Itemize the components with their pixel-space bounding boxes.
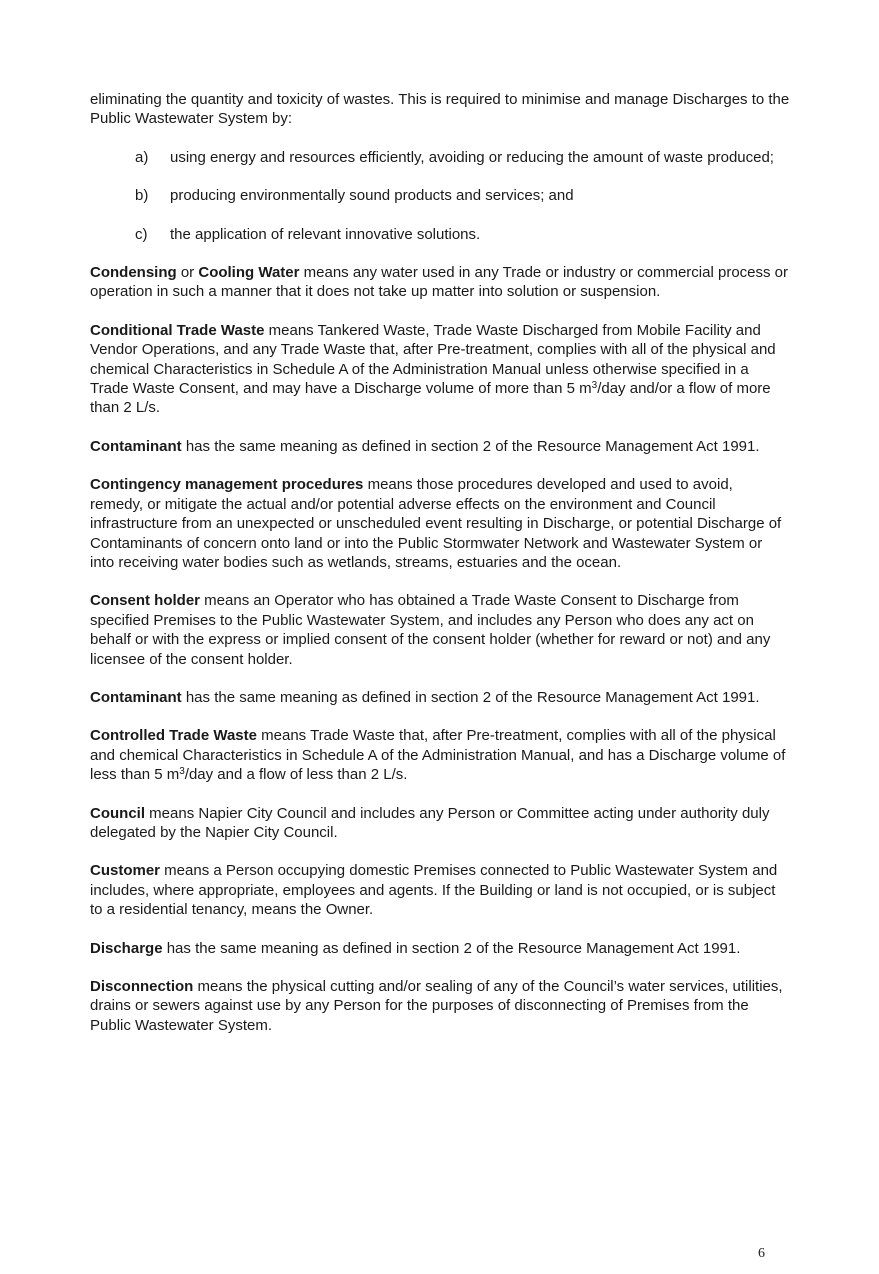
definition-term: Controlled Trade Waste <box>90 727 257 745</box>
definition-contaminant <box>90 437 790 456</box>
list-text: the application of relevant innovative solutions. <box>170 225 481 243</box>
list-text: producing environmentally sound products and services; and <box>170 187 574 205</box>
definition-term: Contingency management procedures <box>90 476 364 494</box>
definition-body: means any water used in any Trade or industry or commercial process or operation in such a manner that it does not take up matter into solution or suspension. <box>90 264 789 301</box>
definition-term: Cooling Water <box>198 264 300 282</box>
definition-consent-holder <box>90 591 790 669</box>
definition-body-end: /day and/or a flow of more than 2 L/s. <box>90 380 771 417</box>
definition-term: Council <box>90 804 145 822</box>
definition-term: Consent holder <box>90 592 201 610</box>
definition-term: Discharge <box>90 939 163 957</box>
list-item-c <box>90 225 790 244</box>
definition-body: means Tankered Waste, Trade Waste Discharged from Mobile Facility and Vendor Operations, and any Trade Waste that, after Pre-treatment, complies with all of the physical and chemical Characteristics in Schedule A of the Administration Manual unless otherwise specified in a Trade Waste Consent, and may have a Discharge volume of more than 5 m <box>90 321 776 398</box>
definition-term: Customer <box>90 862 161 880</box>
definition-contaminant-repeat <box>90 688 790 707</box>
intro-paragraph: eliminating the quantity and toxicity of wastes. This is required to minimise and manage Discharges to the Public Wastewater System by: <box>90 91 790 128</box>
list-item-b <box>90 186 790 205</box>
list-marker: a) <box>135 148 149 166</box>
definition-contingency-management <box>90 475 790 572</box>
definition-controlled-trade-waste <box>90 726 790 784</box>
definition-body: has the same meaning as defined in section 2 of the Resource Management Act 1991. <box>181 437 760 455</box>
definition-council <box>90 804 790 843</box>
definition-body: means an Operator who has obtained a Trade Waste Consent to Discharge from specified Premises to the Public Wastewater System, and includes any Person who does any act on behalf or with the express or implied consent of the consent holder (whether for reward or not) and any licensee of the consent holder. <box>90 592 771 668</box>
definition-joiner: or <box>176 264 199 282</box>
superscript: 3 <box>591 380 598 392</box>
definition-conditional-trade-waste <box>90 321 790 418</box>
definition-term: Contaminant <box>90 437 182 455</box>
definition-body-end: /day and a flow of less than 2 L/s. <box>184 766 408 784</box>
definition-body: means those procedures developed and used to avoid, remedy, or mitigate the actual and/or potential adverse effects on the environment and Council infrastructure from an unexpected or unscheduled event resulting in Discharge, or potential Discharge of Contaminants of concern onto land or into the Public Stormwater Network and Wastewater System or into receiving water bodies such as wetlands, streams, estuaries and the ocean. <box>90 476 782 571</box>
definition-term: Condensing <box>90 264 177 282</box>
list-text: using energy and resources efficiently, avoiding or reducing the amount of waste produced; <box>170 148 774 166</box>
definition-body: means Napier City Council and includes any Person or Committee acting under authority duly delegated by the Napier City Council. <box>90 804 770 841</box>
definition-term: Conditional Trade Waste <box>90 321 265 339</box>
definition-customer <box>90 861 790 919</box>
definition-condensing <box>90 263 790 302</box>
list-item-a <box>90 148 790 167</box>
definition-body: means the physical cutting and/or sealing of any of the Council’s water services, utilities, drains or sewers against use by any Person for the purposes of disconnecting of Premises from the Public Wastewater System. <box>90 978 783 1034</box>
list-marker: c) <box>135 225 148 243</box>
definition-body: has the same meaning as defined in section 2 of the Resource Management Act 1991. <box>181 688 760 706</box>
definition-discharge <box>90 939 790 958</box>
definition-body: means a Person occupying domestic Premises connected to Public Wastewater System and includes, where appropriate, employees and agents. If the Building or land is not occupied, or is subject to a residential tenancy, means the Owner. <box>90 862 778 919</box>
definition-term: Contaminant <box>90 688 182 706</box>
page-number: 6 <box>758 1246 765 1261</box>
page-content <box>90 90 790 1054</box>
superscript: 3 <box>179 766 185 778</box>
definition-disconnection <box>90 977 790 1035</box>
definition-body: has the same meaning as defined in section 2 of the Resource Management Act 1991. <box>162 939 741 957</box>
definition-body: means Trade Waste that, after Pre-treatment, complies with all of the physical and chemical Characteristics in Schedule A of the Administration Manual, and has a Discharge volume of less than 5 m <box>90 727 786 784</box>
list-marker: b) <box>135 187 149 205</box>
definition-term: Disconnection <box>90 978 194 995</box>
